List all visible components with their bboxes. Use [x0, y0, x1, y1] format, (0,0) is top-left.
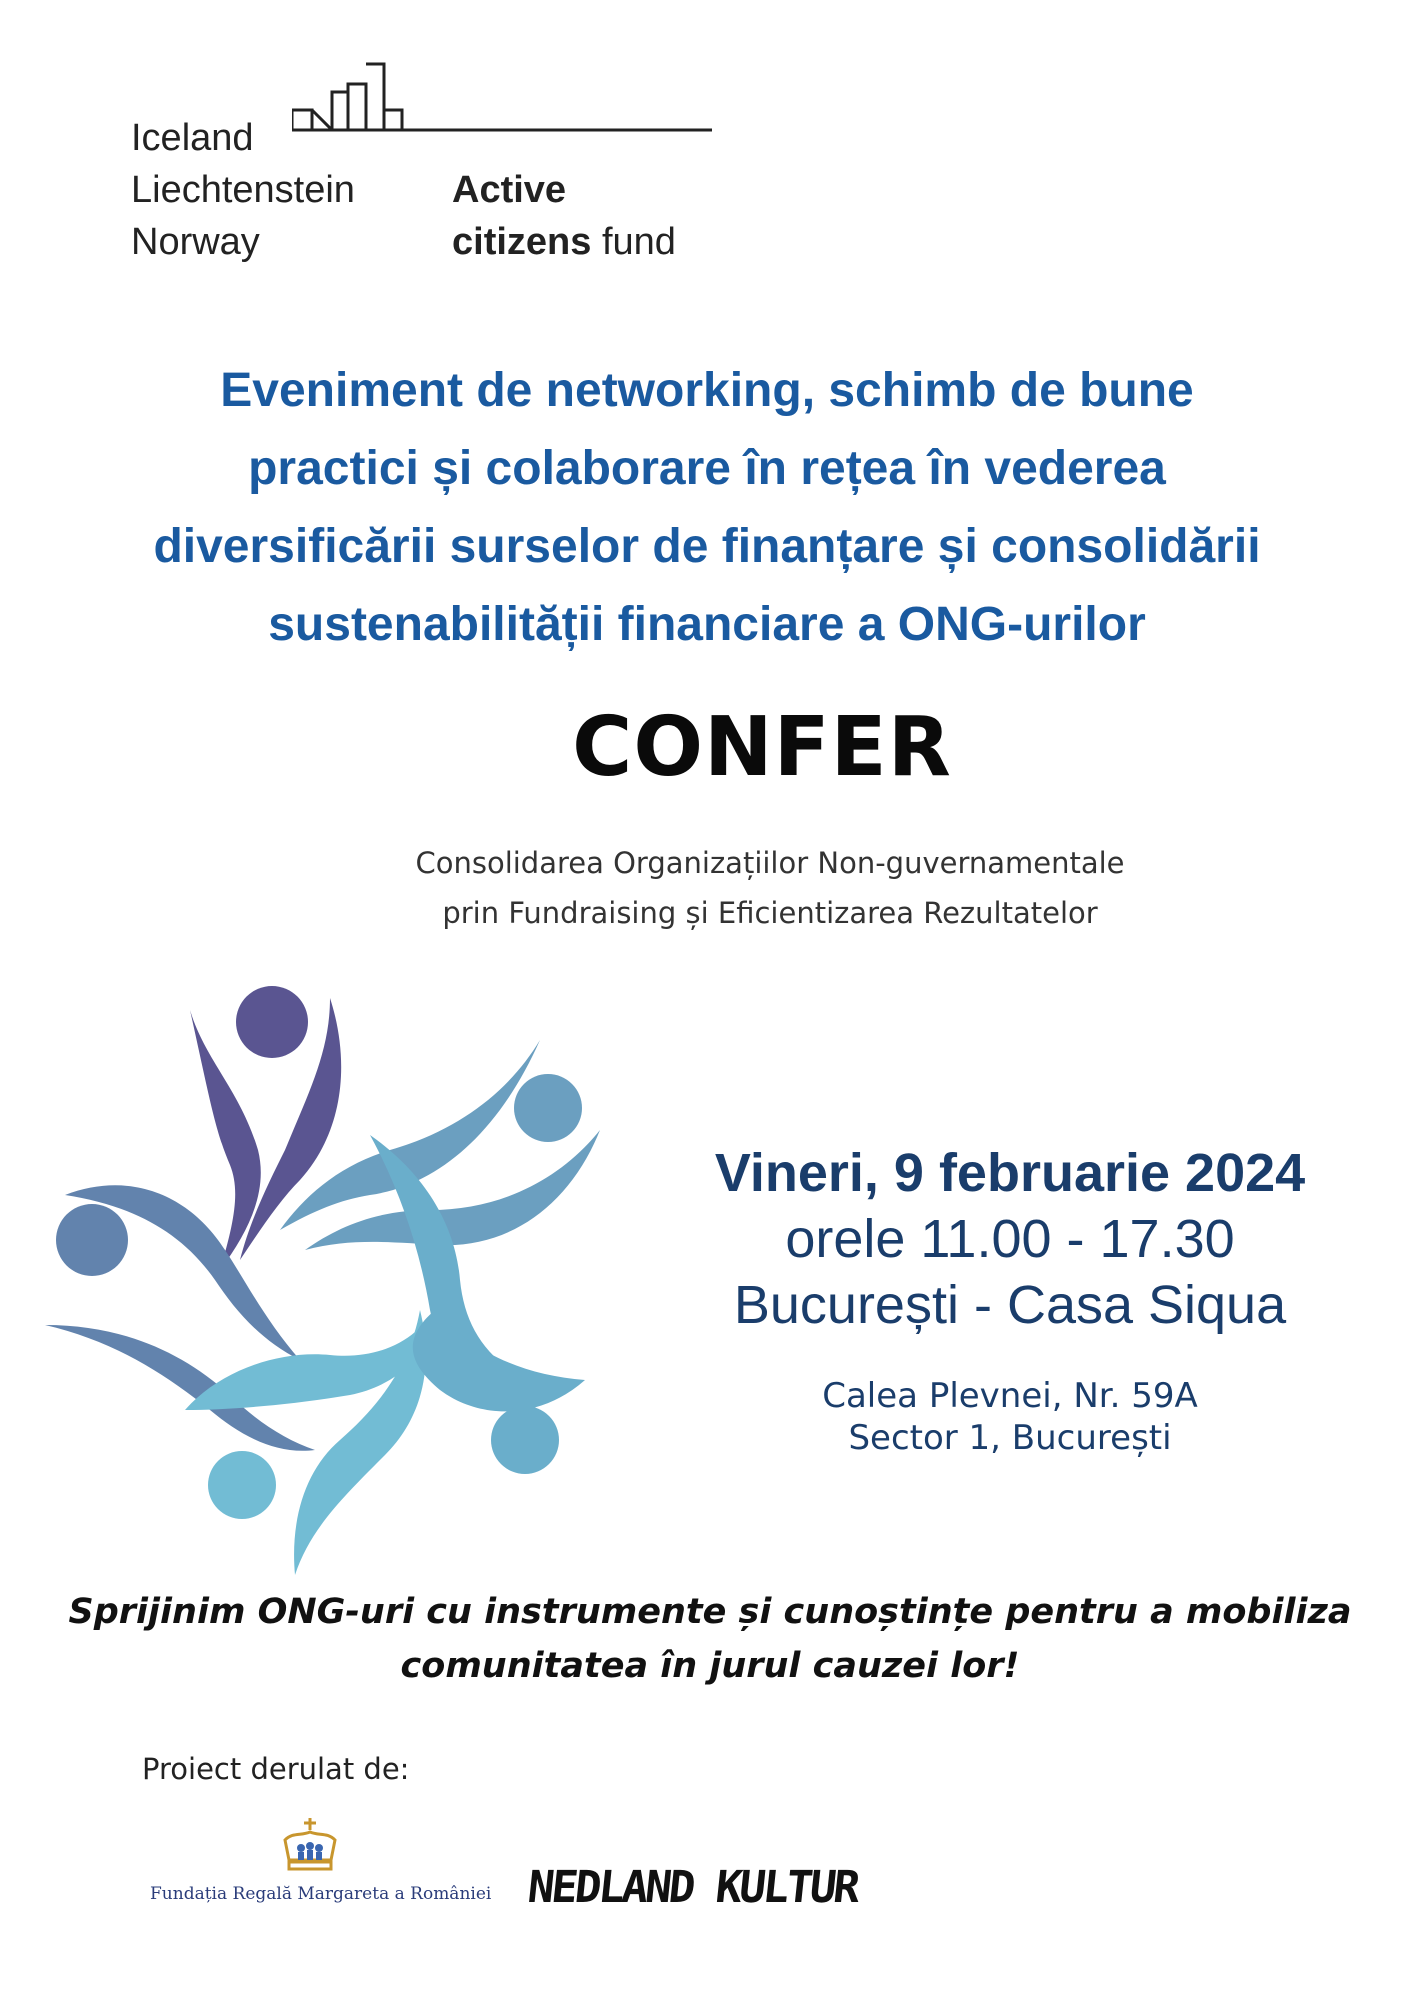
logo-country-liechtenstein: Liechtenstein — [131, 169, 355, 211]
subtitle-line-2: prin Fundraising și Eficientizarea Rezultatelor — [442, 896, 1098, 930]
slogan — [60, 1585, 1360, 1693]
event-venue: București - Casa Siqua — [733, 1275, 1287, 1335]
emblem-figure-3 — [45, 1185, 315, 1450]
slogan-line-2: comunitatea în jurul cauzei lor! — [400, 1646, 1020, 1686]
project-by-label: Proiect derulat de: — [142, 1752, 410, 1786]
logo-fund-line1: Active — [452, 169, 567, 211]
project-subtitle — [280, 838, 1260, 938]
headline-line-4: sustenabilității financiare a ONG-urilor — [268, 598, 1146, 651]
address-line-2: Sector 1, București — [848, 1418, 1172, 1458]
headline-line-1: Eveniment de networking, schimb de bune — [220, 364, 1194, 417]
event-hours: orele 11.00 - 17.30 — [785, 1209, 1235, 1269]
crown-icon — [279, 1818, 341, 1874]
logo-fund-fund: fund — [591, 221, 676, 263]
emblem-figure-4 — [185, 1300, 440, 1575]
logo-fund-name — [452, 164, 676, 268]
logo-country-norway: Norway — [131, 221, 260, 263]
partner1-name: Fundația Regală Margareta a României — [150, 1884, 492, 1904]
event-date: Vineri, 9 februarie 2024 — [714, 1143, 1306, 1203]
subtitle-line-1: Consolidarea Organizațiilor Non-guvernamentale — [415, 846, 1125, 880]
project-acronym: CONFER — [572, 700, 952, 795]
logo-country-iceland: Iceland — [131, 117, 254, 159]
event-details — [660, 1140, 1360, 1338]
buildings-icon — [292, 62, 712, 142]
headline-line-3: diversificării surselor de finanțare și consolidării — [153, 520, 1261, 573]
logo-fund-line2 — [452, 216, 676, 268]
event-headline — [40, 352, 1374, 664]
emblem-figure-1 — [190, 986, 341, 1270]
slogan-line-1: Sprijinim ONG-uri cu instrumente și cunoștințe pentru a mobiliza — [68, 1592, 1352, 1632]
headline-line-2: practici și colaborare în rețea în vederea — [248, 442, 1166, 495]
event-address — [760, 1375, 1260, 1459]
address-line-1: Calea Plevnei, Nr. 59A — [822, 1376, 1198, 1416]
people-circle-icon — [40, 980, 620, 1580]
logo-fund-citizens: citizens — [452, 221, 592, 263]
partner-logo-fundatia — [150, 1818, 492, 1904]
partner-logo-nedland-kultur: NEDLAND KULTUR — [525, 1862, 860, 1913]
